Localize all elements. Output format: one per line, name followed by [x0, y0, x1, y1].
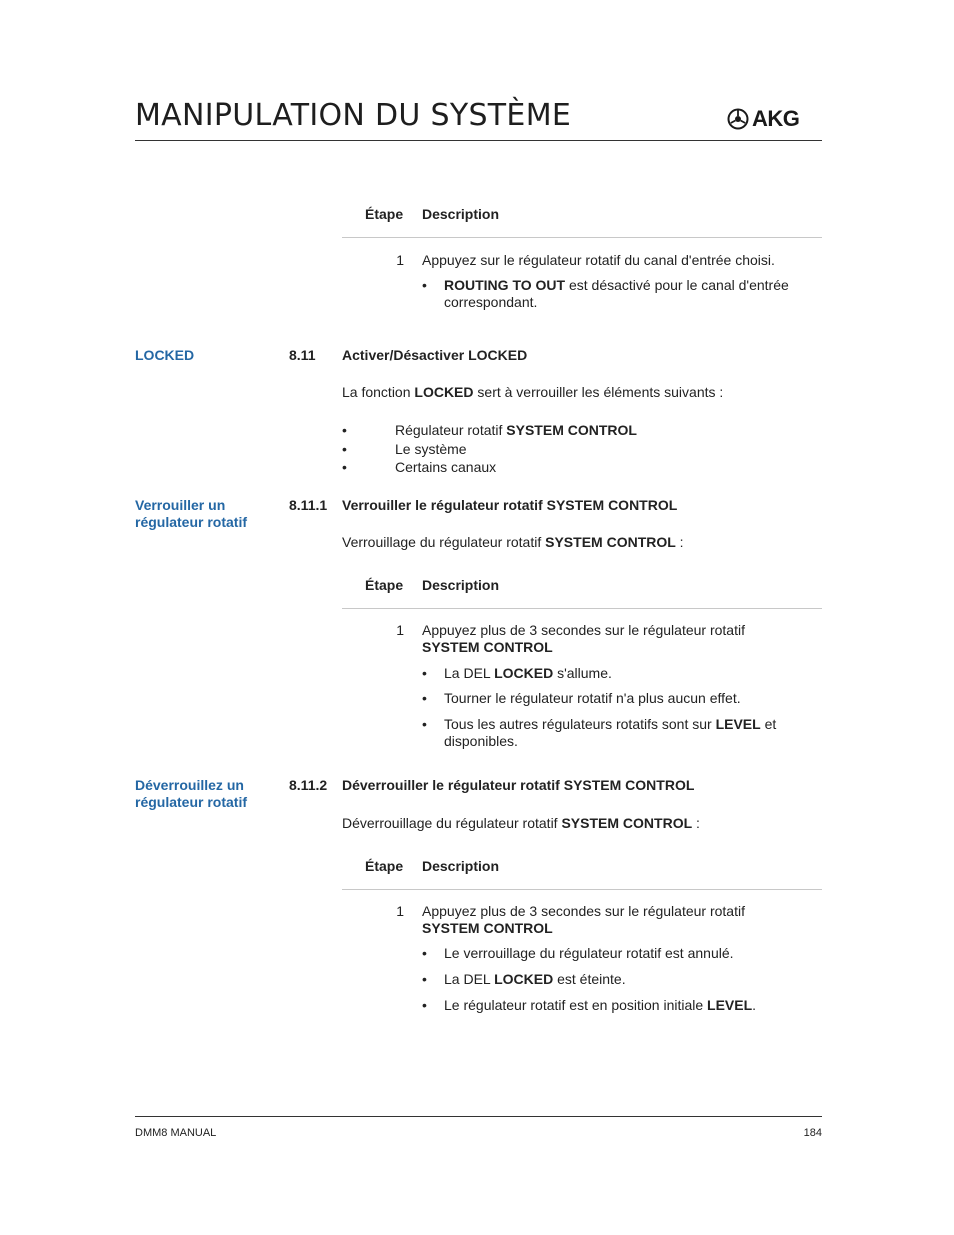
table-header-description: Description	[422, 858, 500, 874]
table-header-step: Étape	[365, 577, 404, 593]
section-intro: La fonction LOCKED sert à verrouiller les éléments suivants :	[342, 384, 724, 400]
list-item: Régulateur rotatif SYSTEM CONTROL	[395, 422, 637, 438]
header-divider	[135, 140, 822, 141]
table-divider	[342, 889, 822, 890]
table-header-step: Étape	[365, 858, 404, 874]
footer-divider	[135, 1116, 822, 1117]
section-title: Déverrouiller le régulateur rotatif SYSTEM CONTROL	[342, 777, 695, 793]
table-header-description: Description	[422, 206, 500, 222]
bullet-icon: •	[422, 971, 427, 987]
bullet-text: La DEL LOCKED est éteinte.	[444, 971, 626, 987]
bullet-icon: •	[342, 422, 347, 438]
step-description-bold: SYSTEM CONTROL	[422, 639, 553, 655]
section-number: 8.11.1	[289, 497, 328, 513]
section-intro: Déverrouillage du régulateur rotatif SYSTEM CONTROL :	[342, 815, 700, 831]
bullet-text-continued: disponibles.	[444, 733, 518, 749]
logo-text: AKG	[752, 106, 800, 131]
list-item: Certains canaux	[395, 459, 497, 475]
bullet-text: Le régulateur rotatif est en position initiale LEVEL.	[444, 997, 757, 1013]
table-divider	[342, 608, 822, 609]
table-header-description: Description	[422, 577, 500, 593]
bullet-text: ROUTING TO OUT est désactivé pour le canal d'entrée	[444, 277, 789, 293]
section-number: 8.11.2	[289, 777, 328, 793]
bullet-icon: •	[342, 459, 347, 475]
bullet-icon: •	[422, 945, 427, 961]
bullet-text: Tous les autres régulateurs rotatifs sont sur LEVEL et	[444, 716, 777, 732]
akg-emblem-icon	[727, 108, 749, 130]
bullet-icon: •	[422, 665, 427, 681]
bullet-text: La DEL LOCKED s'allume.	[444, 665, 612, 681]
step-number: 1	[396, 252, 404, 268]
side-label-locked: LOCKED	[135, 347, 195, 363]
section-title: Activer/Désactiver LOCKED	[342, 347, 528, 363]
bullet-text: Tourner le régulateur rotatif n'a plus aucun effet.	[444, 690, 741, 706]
akg-logo	[727, 106, 823, 132]
bullet-icon: •	[422, 716, 427, 732]
bullet-text: Le verrouillage du régulateur rotatif est annulé.	[444, 945, 734, 961]
step-description: Appuyez plus de 3 secondes sur le régulateur rotatif	[422, 622, 745, 638]
table-header-step: Étape	[365, 206, 404, 222]
bullet-text-continued: correspondant.	[444, 294, 538, 310]
footer-manual-name: DMM8 MANUAL	[135, 1127, 217, 1139]
side-label-unlock: Déverrouillez un régulateur rotatif	[135, 777, 248, 810]
step-description: Appuyez plus de 3 secondes sur le régulateur rotatif	[422, 903, 745, 919]
section-intro: Verrouillage du régulateur rotatif SYSTEM CONTROL :	[342, 534, 684, 550]
section-title: Verrouiller le régulateur rotatif SYSTEM CONTROL	[342, 497, 678, 513]
step-description: Appuyez sur le régulateur rotatif du canal d'entrée choisi.	[422, 252, 775, 268]
list-item: Le système	[395, 441, 467, 457]
page-number: 184	[803, 1127, 822, 1139]
bullet-icon: •	[342, 441, 347, 457]
bullet-icon: •	[422, 690, 427, 706]
page-title: MANIPULATION DU SYSTÈME	[135, 98, 572, 133]
table-divider	[342, 237, 822, 238]
step-description-bold: SYSTEM CONTROL	[422, 920, 553, 936]
bullet-icon: •	[422, 997, 427, 1013]
section-number: 8.11	[289, 347, 316, 363]
step-number: 1	[396, 622, 404, 638]
side-label-lock: Verrouiller un régulateur rotatif	[135, 497, 248, 530]
bullet-icon: •	[422, 277, 427, 293]
step-number: 1	[396, 903, 404, 919]
